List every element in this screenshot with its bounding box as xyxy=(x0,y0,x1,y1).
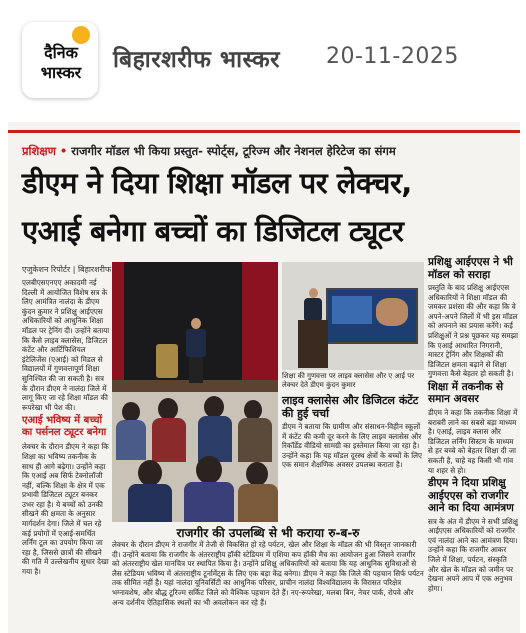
headline-line-2: एआई बनेगा बच्चों का डिजिटल ट्यूटर xyxy=(22,214,404,248)
podium-speaker-head xyxy=(309,288,318,298)
headline-line-1: डीएम ने दिया शिक्षा मॉडल पर लेक्चर, xyxy=(22,166,412,200)
kicker-text: राजगीर मॉडल भी किया प्रस्तुत- स्पोर्ट्स, टूरिज्म और नेशनल हेरिटेज का संगम xyxy=(71,144,396,158)
kicker xyxy=(22,144,396,159)
curtain-right xyxy=(242,262,278,394)
mid-section-heading: लाइव क्लासेस और डिजिटल कंटेंट की हुई चर्चा xyxy=(282,394,419,420)
sun-icon xyxy=(72,26,90,44)
right-para-1: प्रस्तुति के बाद प्रशिक्षु आईएएस अधिकारियों ने शिक्षा मॉडल की जमकर प्रशंसा की और कहा कि वे अपने-अपने जिलों में भी इस मॉडल को अपनाने का प्रयास करेंगे। कई प्रशिक्षुओं ने प्रश्न पूछकर यह समझा कि एआई आधारित निगरानी, मास्टर ट्रेनिंग और शिक्षकों की डिजिटल क्षमता बढ़ाने से शिक्षा गुणवत्ता कैसे बेहतर हो सकती है। xyxy=(428,283,518,379)
speaker-figure xyxy=(184,318,208,384)
left-para-1: एलबीएसएनएए अकादमी नई दिल्ली में आयोजित विशेष सत्र के लिए आमंत्रित नालंदा के डीएम कुंदन कुमार ने प्रशिक्षु आईएएस अधिकारियों को आधुनिक शिक्षा मॉडल पर ट्रेनिंग दी। उन्होंने बताया कि कैसे लाइव क्लासेस, डिजिटल कंटेंट और आर्टिफिशियल इंटेलिजेंस (एआई) को मिडल से विद्यालयों में गुणवत्तापूर्ण शिक्षा सुनिश्चित की जा सकती है। सत्र के दौरान डीएम ने नालंदा जिले में लागू किए जा रहे शिक्षा मॉडल की रूपरेखा भी पेश की। xyxy=(22,278,110,412)
projector-screen xyxy=(326,288,418,344)
right-column xyxy=(428,254,518,595)
main-photo-lecture-hall xyxy=(112,262,278,522)
page-header xyxy=(0,0,526,118)
logo-line-2: भास्कर xyxy=(40,63,82,82)
podium xyxy=(298,320,328,368)
left-para-2: लेक्चर के दौरान डीएम ने कहा कि शिक्षा का भविष्य तकनीक के साथ ही आगे बढ़ेगा। उन्होंने कहा कि एआई अब सिर्फ टेक्नोलॉजी नहीं, बल्कि शिक्षा के क्षेत्र में एक प्रभावी डिजिटल ट्यूटर बनकर उभर रहा है। ये बच्चों को उनकी सीखने की क्षमता के अनुसार मार्गदर्शन देगा। जिले में चल रहे कई प्रयोगों में एआई-समर्थित लर्निंग टूल का उपयोग किया जा रहा है, जिससे छात्रों की सीखने की गति में उल्लेखनीय सुधार देखा गया है। xyxy=(22,442,109,577)
bottom-section-text: लेक्चर के दौरान डीएम ने राजगीर में तेजी से विकसित हो रहे पर्यटन, खेल और शिक्षा के मॉडल की भी विस्तृत जानकारी दी। उन्होंने बताया कि राजगीर के अंतरराष्ट्रीय हॉकी स्टेडियम में एशिया कप हॉकी मैच का आयोजन हुआ जिसने राजगीर को अंतरराष्ट्रीय खेल मानचित्र पर स्थापित किया है। उन्होंने प्रशिक्षु अधिकारियों को बताया कि यह आधुनिक सुविधाओं से लैस स्टेडियम भविष्य में अंतरराष्ट्रीय टूर्नामेंट्स के लिए एक बड़ा केंद्र बनेगा। डीएम ने कहा कि जिले की पहचान सिर्फ पर्यटन तक सीमित नहीं है। यहां नालंदा यूनिवर्सिटी का आधुनिक परिसर, प्राचीन नालंदा विश्वविद्यालय के विरासत परिक्षेत्र भग्नावशेष, और बौद्ध टूरिज्म सर्किट जिले को वैश्विक पहचान देते हैं। नए-रूपरेखा, मलबा बिन, नेचर पार्क, रोपवे और अन्य दर्शनीय ऐतिहासिक स्थलों का भी अवलोकन कर रहे हैं। xyxy=(112,540,424,607)
byline: एजुकेशन रिपोर्टर | बिहारशरीफ xyxy=(22,265,112,274)
stage-chair xyxy=(156,344,178,378)
kicker-label: प्रशिक्षण xyxy=(22,144,56,158)
edition-name: बिहारशरीफ भास्कर xyxy=(113,47,281,73)
newspaper-clipping xyxy=(8,122,520,633)
left-column xyxy=(22,278,110,579)
edition-date: 20-11-2025 xyxy=(326,44,459,69)
kicker-bullet: • xyxy=(59,144,68,158)
right-para-2: डीएम ने कहा कि तकनीक शिक्षा में बराबरी लाने का सबसे बड़ा माध्यम है। एआई, लाइव क्लास और डिजिटल लर्निंग सिस्टम के माध्यम से हर बच्चे को बेहतर शिक्षा दी जा सकती है, चाहे वह किसी भी गांव या शहर से हो। xyxy=(428,407,518,475)
audience xyxy=(112,392,278,522)
right-heading-2: शिक्षा में तकनीक से समान अवसर xyxy=(428,380,504,406)
left-subhead: एआई भविष्य में बच्चों का पर्सनल ट्यूटर बनेगा xyxy=(22,415,107,439)
mid-section-text: डीएम ने बताया कि ग्रामीण और संसाधन-विहीन स्कूलों में कंटेंट की कमी दूर करने के लिए लाइव क्लासेस और रिकॉर्डेड वीडियो सामग्री का इस्तेमाल किया जा रहा है। उन्होंने कहा कि यह मॉडल दूरस्थ क्षेत्रों के बच्चों के लिए एक समान शैक्षणिक अवसर उपलब्ध कराता है। xyxy=(282,422,423,470)
right-para-3: सत्र के अंत में डीएम ने सभी प्रशिक्षु आईएएस अधिकारियों को राजगीर एवं नालंदा आने का आमंत्रण दिया। उन्होंने कहा कि राजगीर आकर जिले में शिक्षा, पर्यटन, संस्कृति और खेल के मॉडल को जमीन पर देखना अपने आप में एक अनुभव होगा। xyxy=(428,516,518,593)
logo-line-1: दैनिक xyxy=(44,43,78,62)
photo-caption: शिक्षा की गुणवत्ता पर लाइव क्लासेस और ए आई पर लेक्चर देते डीएम कुंदन कुमार xyxy=(282,372,415,389)
curtain-left xyxy=(112,262,124,394)
bottom-section-heading: राजगीर की उपलब्धि से भी कराया रु-ब-रु xyxy=(176,526,360,540)
right-heading-1: प्रशिक्षु आईएएस ने भी मॉडल को सराहा xyxy=(428,256,513,281)
right-heading-3: डीएम ने दिया प्रशिक्षु आईएएस को राजगीर आने का दिया आमंत्रण xyxy=(428,477,514,515)
podium-speaker xyxy=(304,298,322,322)
top-rule xyxy=(8,130,520,133)
dainik-bhaskar-logo[interactable] xyxy=(22,22,98,98)
secondary-photo-podium xyxy=(282,262,424,370)
